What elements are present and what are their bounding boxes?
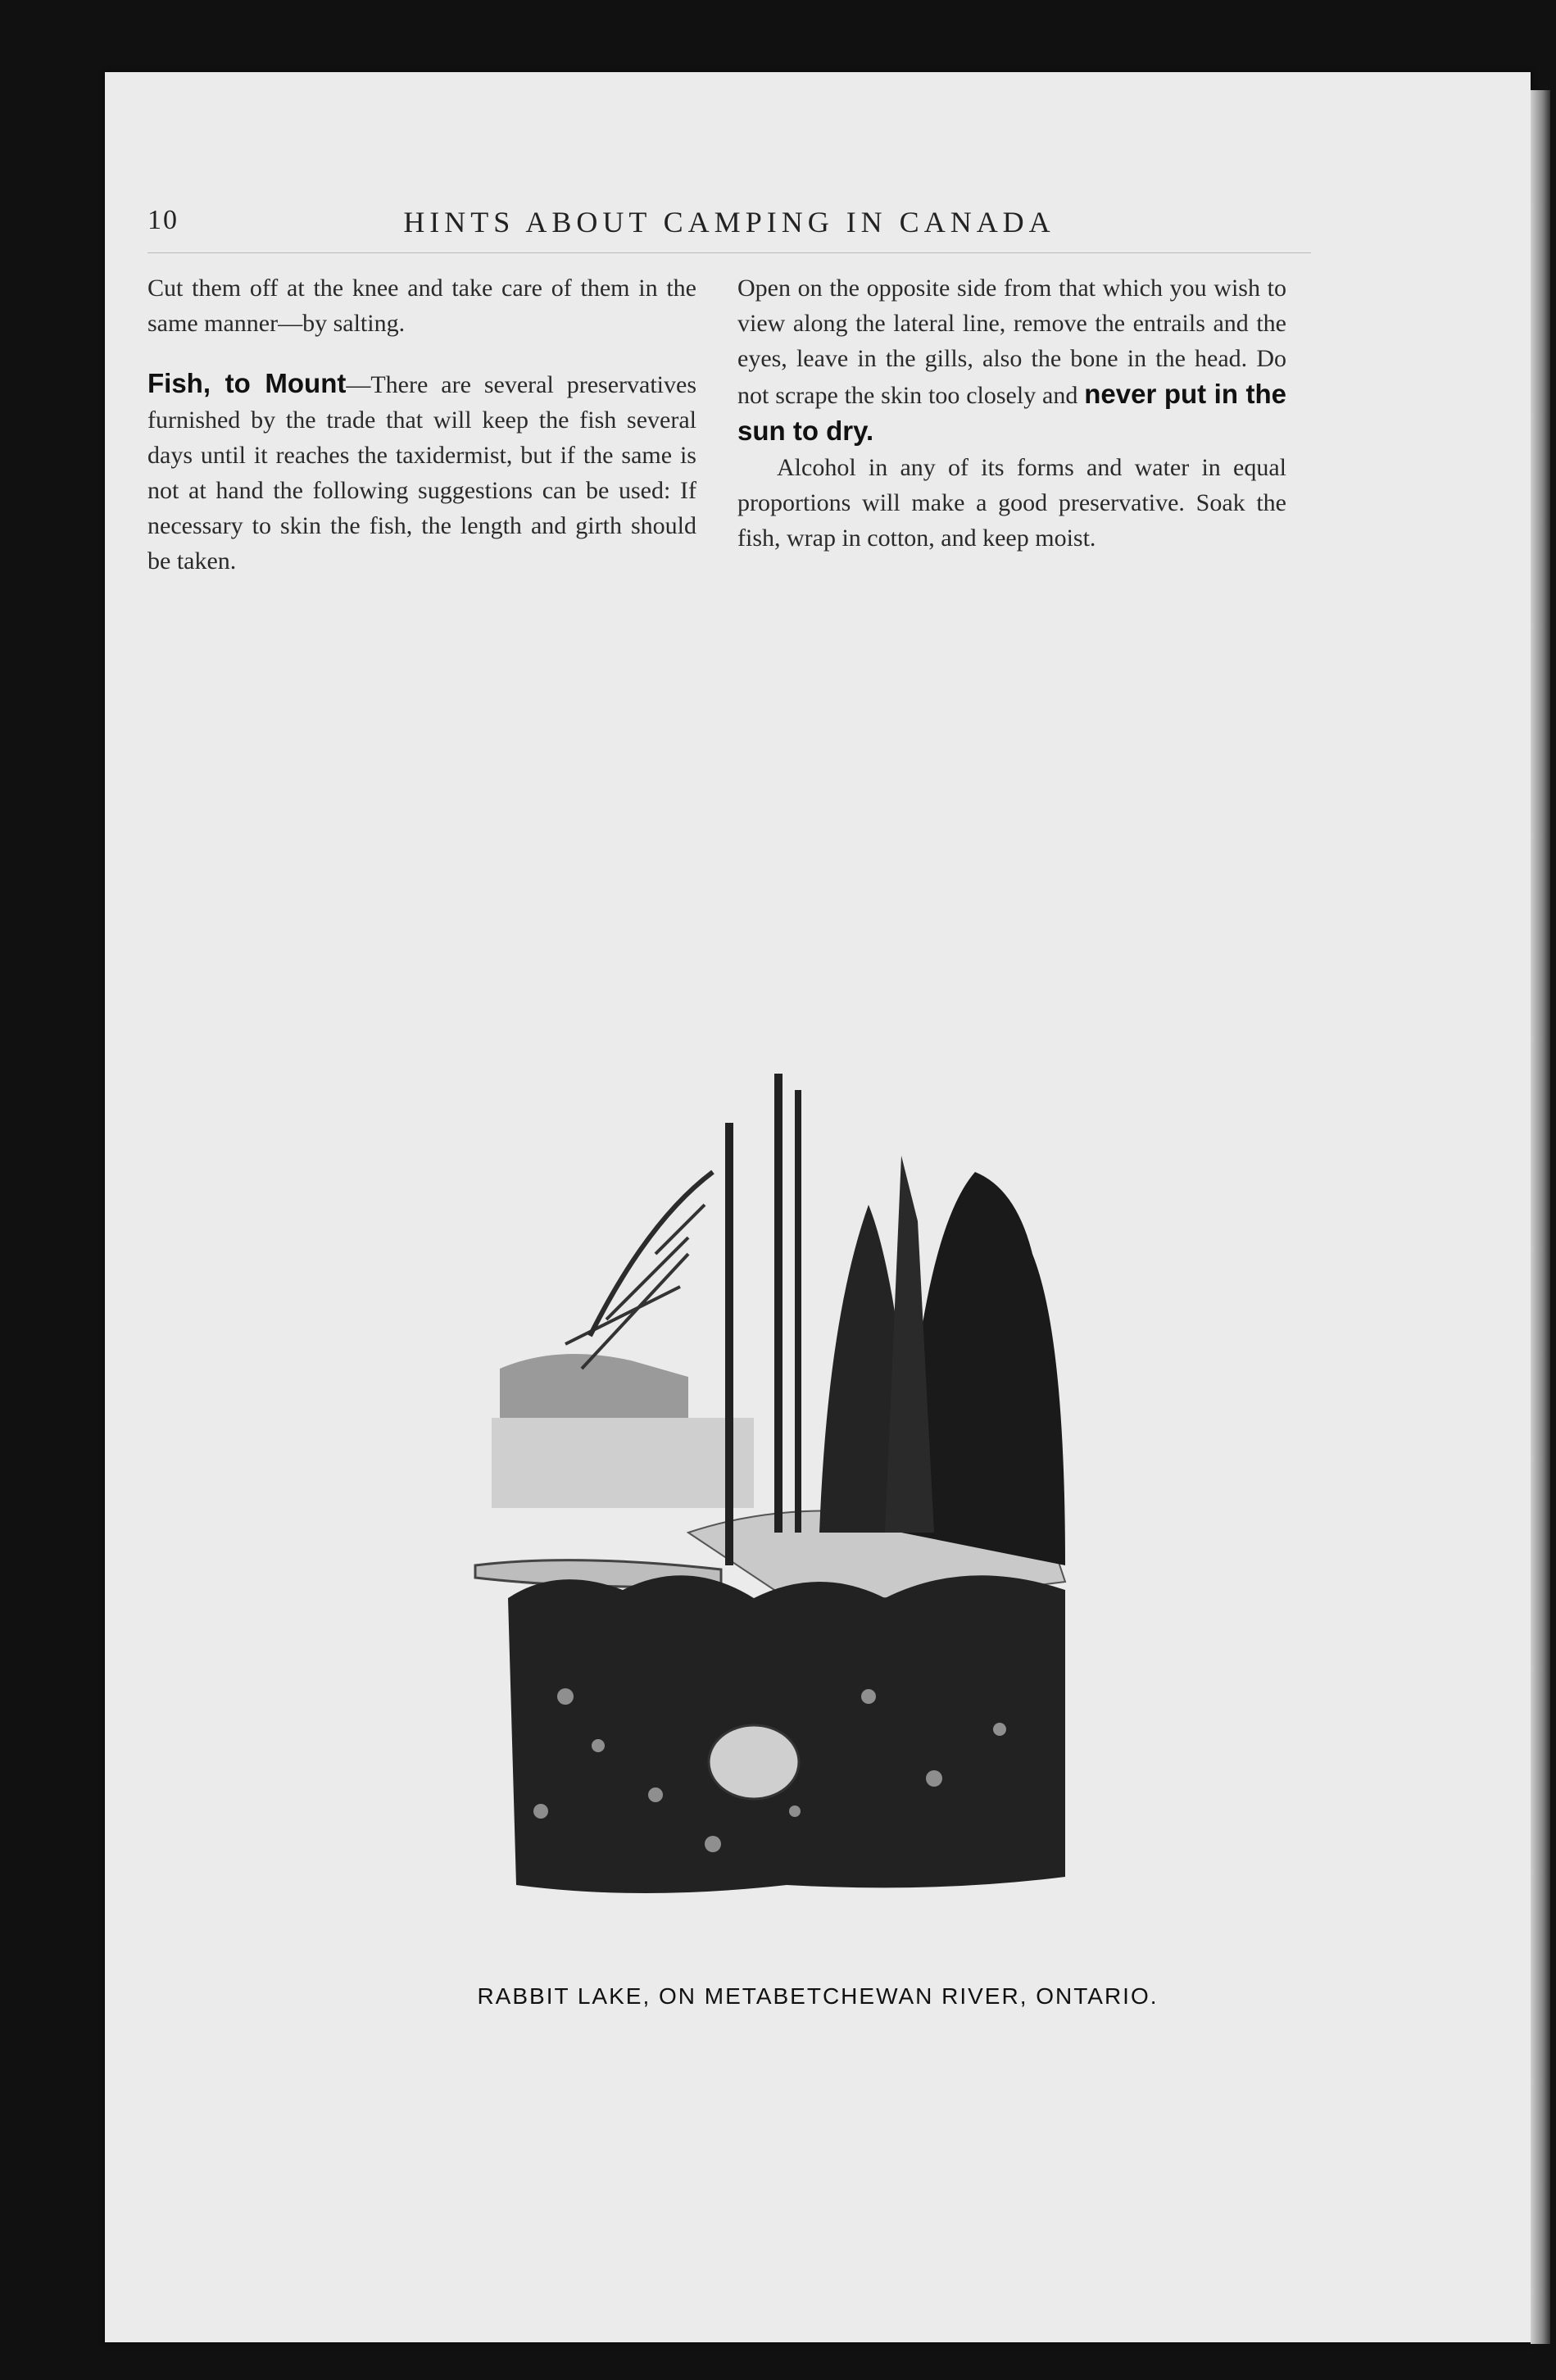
page-edge	[1531, 90, 1550, 2344]
emphasis-text: never put in the sun to dry.	[737, 379, 1286, 446]
lake-illustration	[442, 1074, 1147, 1910]
paragraph	[737, 270, 1286, 450]
paragraph-text: —There are several preservatives furnished by the trade that will keep the fish several days until it reaches the taxidermist, but if the same is not at hand the following suggestions can be used: If necessary to skin the fish, the length and girth should be taken.	[147, 371, 696, 575]
header-rule	[147, 252, 1311, 253]
running-head: HINTS ABOUT CAMPING IN CANADA	[403, 206, 1055, 238]
illustration-caption: RABBIT LAKE, ON METABETCHEWAN RIVER, ONTARIO.	[477, 1983, 1159, 2009]
page-header	[147, 205, 1311, 254]
paragraph	[147, 366, 696, 579]
right-column	[737, 270, 1286, 556]
left-column	[147, 270, 696, 579]
paragraph-text: Open on the opposite side from that which you wish to view along the lateral line, remove the entrails and the eyes, leave in the gills, also the bone in the head. Do not scrape the skin too closely and	[737, 275, 1286, 409]
paragraph: Alcohol in any of its forms and water in equal proportions will make a good preservative. Soak the fish, wrap in cotton, and keep moist.	[737, 454, 1286, 552]
section-heading: Fish, to Mount	[147, 368, 347, 398]
paragraph: Cut them off at the knee and take care of them in the same manner—by salting.	[147, 275, 696, 337]
page-number: 10	[147, 205, 179, 235]
